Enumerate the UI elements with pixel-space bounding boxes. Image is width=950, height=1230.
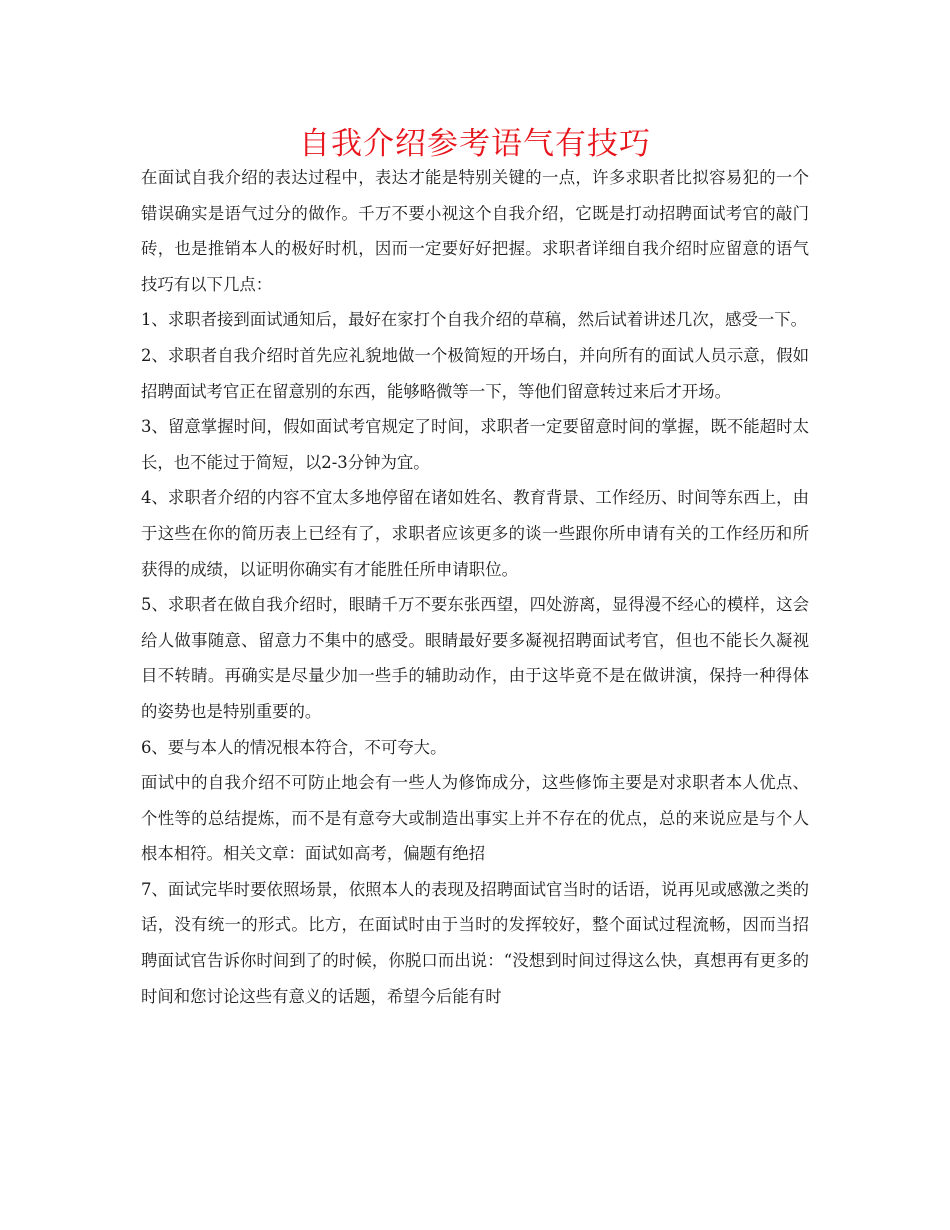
paragraph-tip-5: 5、求职者在做自我介绍时，眼睛千万不要东张西望，四处游离，显得漫不经心的模样，这会给人做事随意、留意力不集中的感受。眼睛最好要多凝视招聘面试考官，但也不能长久凝视目不转睛。再确实是尽量少加一些手的辅助动作，由于这毕竟不是在做讲演，保持一种得体的姿势也是特别重要的。 — [141, 595, 809, 721]
paragraph-tip-6-detail: 面试中的自我介绍不可防止地会有一些人为修饰成分，这些修饰主要是对求职者本人优点、个性等的总结提炼，而不是有意夸大或制造出事实上并不存在的优点，总的来说应是与个人根本相符。相关文章：面试如高考，偏题有绝招 — [141, 773, 809, 864]
paragraph-tip-2: 2、求职者自我介绍时首先应礼貌地做一个极简短的开场白，并向所有的面试人员示意，假如招聘面试考官正在留意别的东西，能够略微等一下，等他们留意转过来后才开场。 — [141, 345, 809, 401]
document-body — [141, 160, 809, 1014]
paragraph-tip-6: 6、要与本人的情况根本符合，不可夸大。 — [141, 737, 447, 757]
document-title: 自我介绍参考语气有技巧 — [299, 126, 651, 162]
paragraph-intro: 在面试自我介绍的表达过程中，表达才能是特别关键的一点，许多求职者比拟容易犯的一个错误确实是语气过分的做作。千万不要小视这个自我介绍，它既是打动招聘面试考官的敲门砖，也是推销本人的极好时机，因而一定要好好把握。求职者详细自我介绍时应留意的语气技巧有以下几点： — [141, 168, 809, 294]
paragraph-tip-4: 4、求职者介绍的内容不宜太多地停留在诸如姓名、教育背景、工作经历、时间等东西上，由于这些在你的简历表上已经有了，求职者应该更多的谈一些跟你所申请有关的工作经历和所获得的成绩，以证明你确实有才能胜任所申请职位。 — [141, 488, 809, 579]
paragraph-tip-7: 7、面试完毕时要依照场景，依照本人的表现及招聘面试官当时的话语，说再见或感激之类的话，没有统一的形式。比方，在面试时由于当时的发挥较好，整个面试过程流畅，因而当招聘面试官告诉你时间到了的时候，你脱口而出说：“没想到时间过得这么快，真想再有更多的时间和您讨论这些有意义的话题，希望今后能有时 — [141, 879, 809, 1006]
paragraph-tip-1: 1、求职者接到面试通知后，最好在家打个自我介绍的草稿，然后试着讲述几次，感受一下。 — [141, 310, 808, 330]
paragraph-tip-3: 3、留意掌握时间，假如面试考官规定了时间，求职者一定要留意时间的掌握，既不能超时太长，也不能过于简短，以2-3分钟为宜。 — [141, 417, 809, 472]
